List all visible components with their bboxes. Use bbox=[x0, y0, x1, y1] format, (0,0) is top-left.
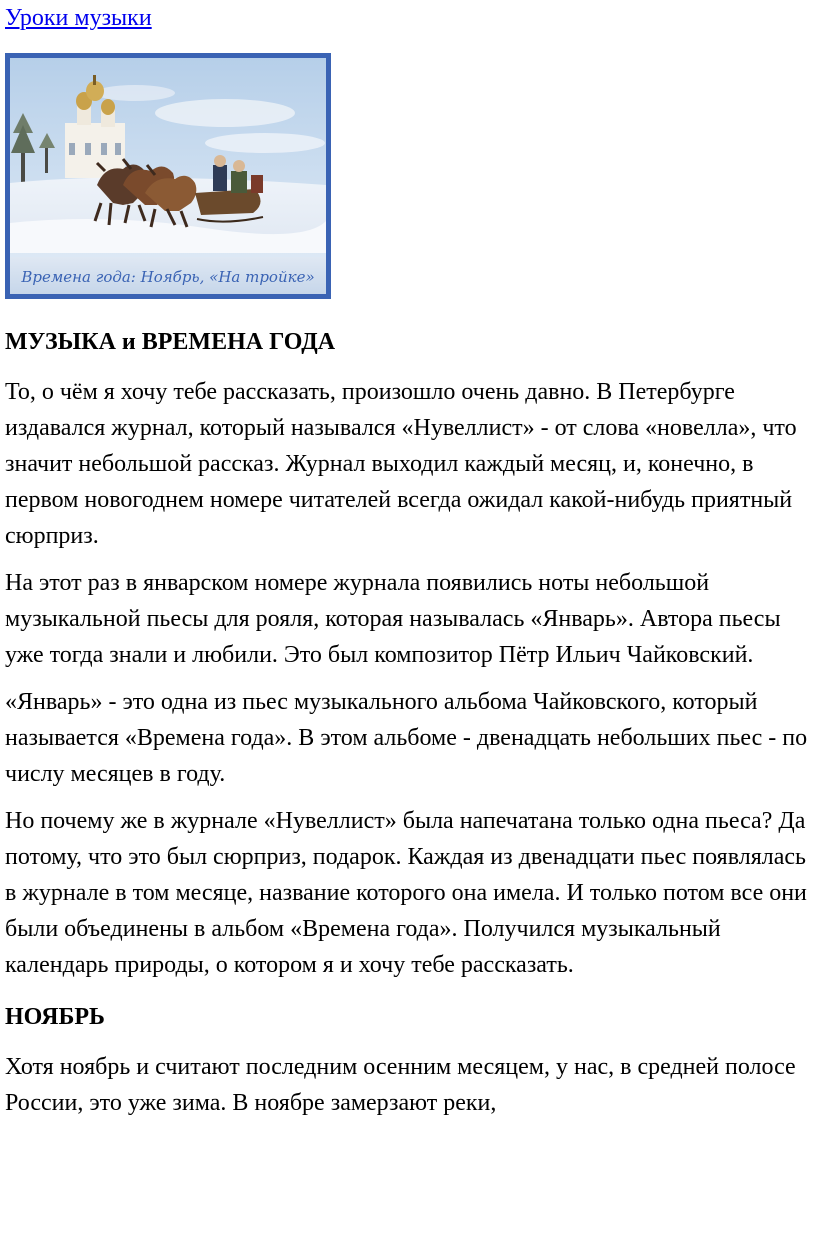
paragraph-1: То, о чём я хочу тебе рассказать, произошло очень давно. В Петербурге издавался журнал, который назывался «Нувеллист» - от слова «новелла», что значит небольшой рассказ. Журнал выходил каждый месяц, и, конечно, в первом новогоднем номере читателей всегда ожидал какой-нибудь приятный сюрприз. bbox=[5, 379, 797, 549]
page bbox=[5, 0, 811, 1121]
illustration-drawing bbox=[5, 53, 331, 299]
paragraph-4: Но почему же в журнале «Нувеллист» была напечатана только одна пьеса? Да потому, что это был сюрприз, подарок. Каждая из двенадцати пьес появлялась в журнале в том месяце, название которого она имела. И только потом все они были объединены в альбом «Времена года». Получился музыкальный календарь природы, о котором я и хочу тебе рассказать. bbox=[5, 808, 807, 978]
paragraph-november-1: Хотя ноябрь и считают последним осенним месяцем, у нас, в средней полосе России, это уже зима. В ноябре замерзают реки, bbox=[5, 1054, 796, 1116]
section-title-november: НОЯБРЬ bbox=[5, 1004, 105, 1030]
paragraph-3: «Январь» - это одна из пьес музыкального альбома Чайковского, который называется «Времена года». В этом альбоме - двенадцать небольших пьес - по числу месяцев в году. bbox=[5, 689, 808, 787]
troika-illustration bbox=[5, 53, 331, 299]
lessons-link[interactable]: Уроки музыки bbox=[5, 5, 152, 31]
illustration-caption: Времена года: Ноябрь, «На тройке» bbox=[21, 268, 315, 286]
article-title: МУЗЫКА и ВРЕМЕНА ГОДА bbox=[5, 329, 336, 355]
paragraph-2: На этот раз в январском номере журнала появились ноты небольшой музыкальной пьесы для рояля, которая называлась «Январь». Автора пьесы уже тогда знали и любили. Это был композитор Пётр Ильич Чайковский. bbox=[5, 570, 781, 668]
